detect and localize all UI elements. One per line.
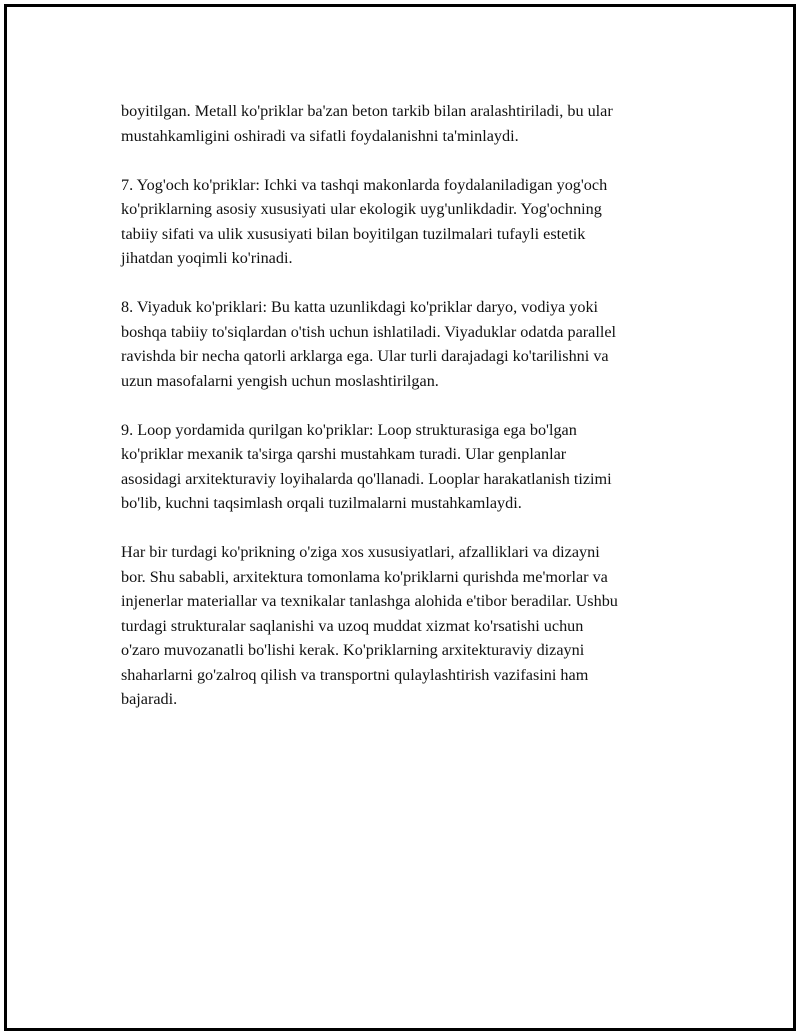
text-line: boshqa tabiiy to'siqlardan o'tish uchun ishlatiladi. Viyaduklar odatda parallel [121, 322, 617, 341]
text-line: ko'priklarning asosiy xususiyati ular ekologik uyg'unlikdadir. Yog'ochning [121, 200, 602, 218]
text-line: o'zaro muvozanatli bo'lishi kerak. Ko'priklarning arxitekturaviy dizayni [121, 641, 585, 659]
text-line: bor. Shu sababli, arxitektura tomonlama ko'priklarni qurishda me'morlar va [121, 567, 608, 586]
text-line: mustahkamligini oshiradi va sifatli foydalanishni ta'minlaydi. [121, 126, 519, 145]
text-line: bajaradi. [121, 690, 178, 708]
text-line: 7. Yog'och ko'priklar: Ichki va tashqi makonlarda foydalaniladigan yog'och [121, 175, 608, 194]
text-line: uzun masofalarni yengish uchun moslashtirilgan. [121, 371, 439, 390]
text-line: bo'lib, kuchni taqsimlash orqali tuzilmalarni mustahkamlaydi. [121, 494, 522, 512]
paragraph-viaduct-bridges [121, 295, 701, 393]
text-line: Har bir turdagi ko'prikning o'ziga xos xususiyatlari, afzalliklari va dizayni [121, 543, 600, 561]
text-line: 8. Viyaduk ko'priklari: Bu katta uzunlikdagi ko'priklar daryo, vodiya yoki [121, 298, 599, 316]
document-body [121, 99, 701, 736]
text-line: injenerlar materiallar va texnikalar tanlashga alohida e'tibor beradilar. Ushbu [121, 592, 618, 610]
text-line: ravishda bir necha qatorli arklarga ega. Ular turli darajadagi ko'tarilishni va [121, 347, 609, 365]
paragraph-loop-bridges [121, 418, 701, 516]
text-line: shaharlarni go'zalroq qilish va transportni qulaylashtirish vazifasini ham [121, 665, 589, 684]
text-line: 9. Loop yordamida qurilgan ko'priklar: Loop strukturasiga ega bo'lgan [121, 420, 577, 439]
paragraph-metal-bridges-continued [121, 99, 701, 148]
text-line: boyitilgan. Metall ko'priklar ba'zan beton tarkib bilan aralashtiriladi, bu ular [121, 102, 613, 120]
text-line: jihatdan yoqimli ko'rinadi. [121, 249, 293, 267]
text-line: turdagi strukturalar saqlanishi va uzoq muddat xizmat ko'rsatishi uchun [121, 616, 584, 635]
text-line: tabiiy sifati va ulik xususiyati bilan boyitilgan tuzilmalari tufayli estetik [121, 224, 586, 243]
paragraph-wooden-bridges [121, 173, 701, 271]
text-line: asosidagi arxitekturaviy loyihalarda qo'llanadi. Looplar harakatlanish tizimi [121, 469, 612, 488]
text-line: ko'priklar mexanik ta'sirga qarshi mustahkam turadi. Ular genplanlar [121, 445, 567, 463]
paragraph-conclusion [121, 540, 701, 712]
page-frame [4, 4, 796, 1031]
